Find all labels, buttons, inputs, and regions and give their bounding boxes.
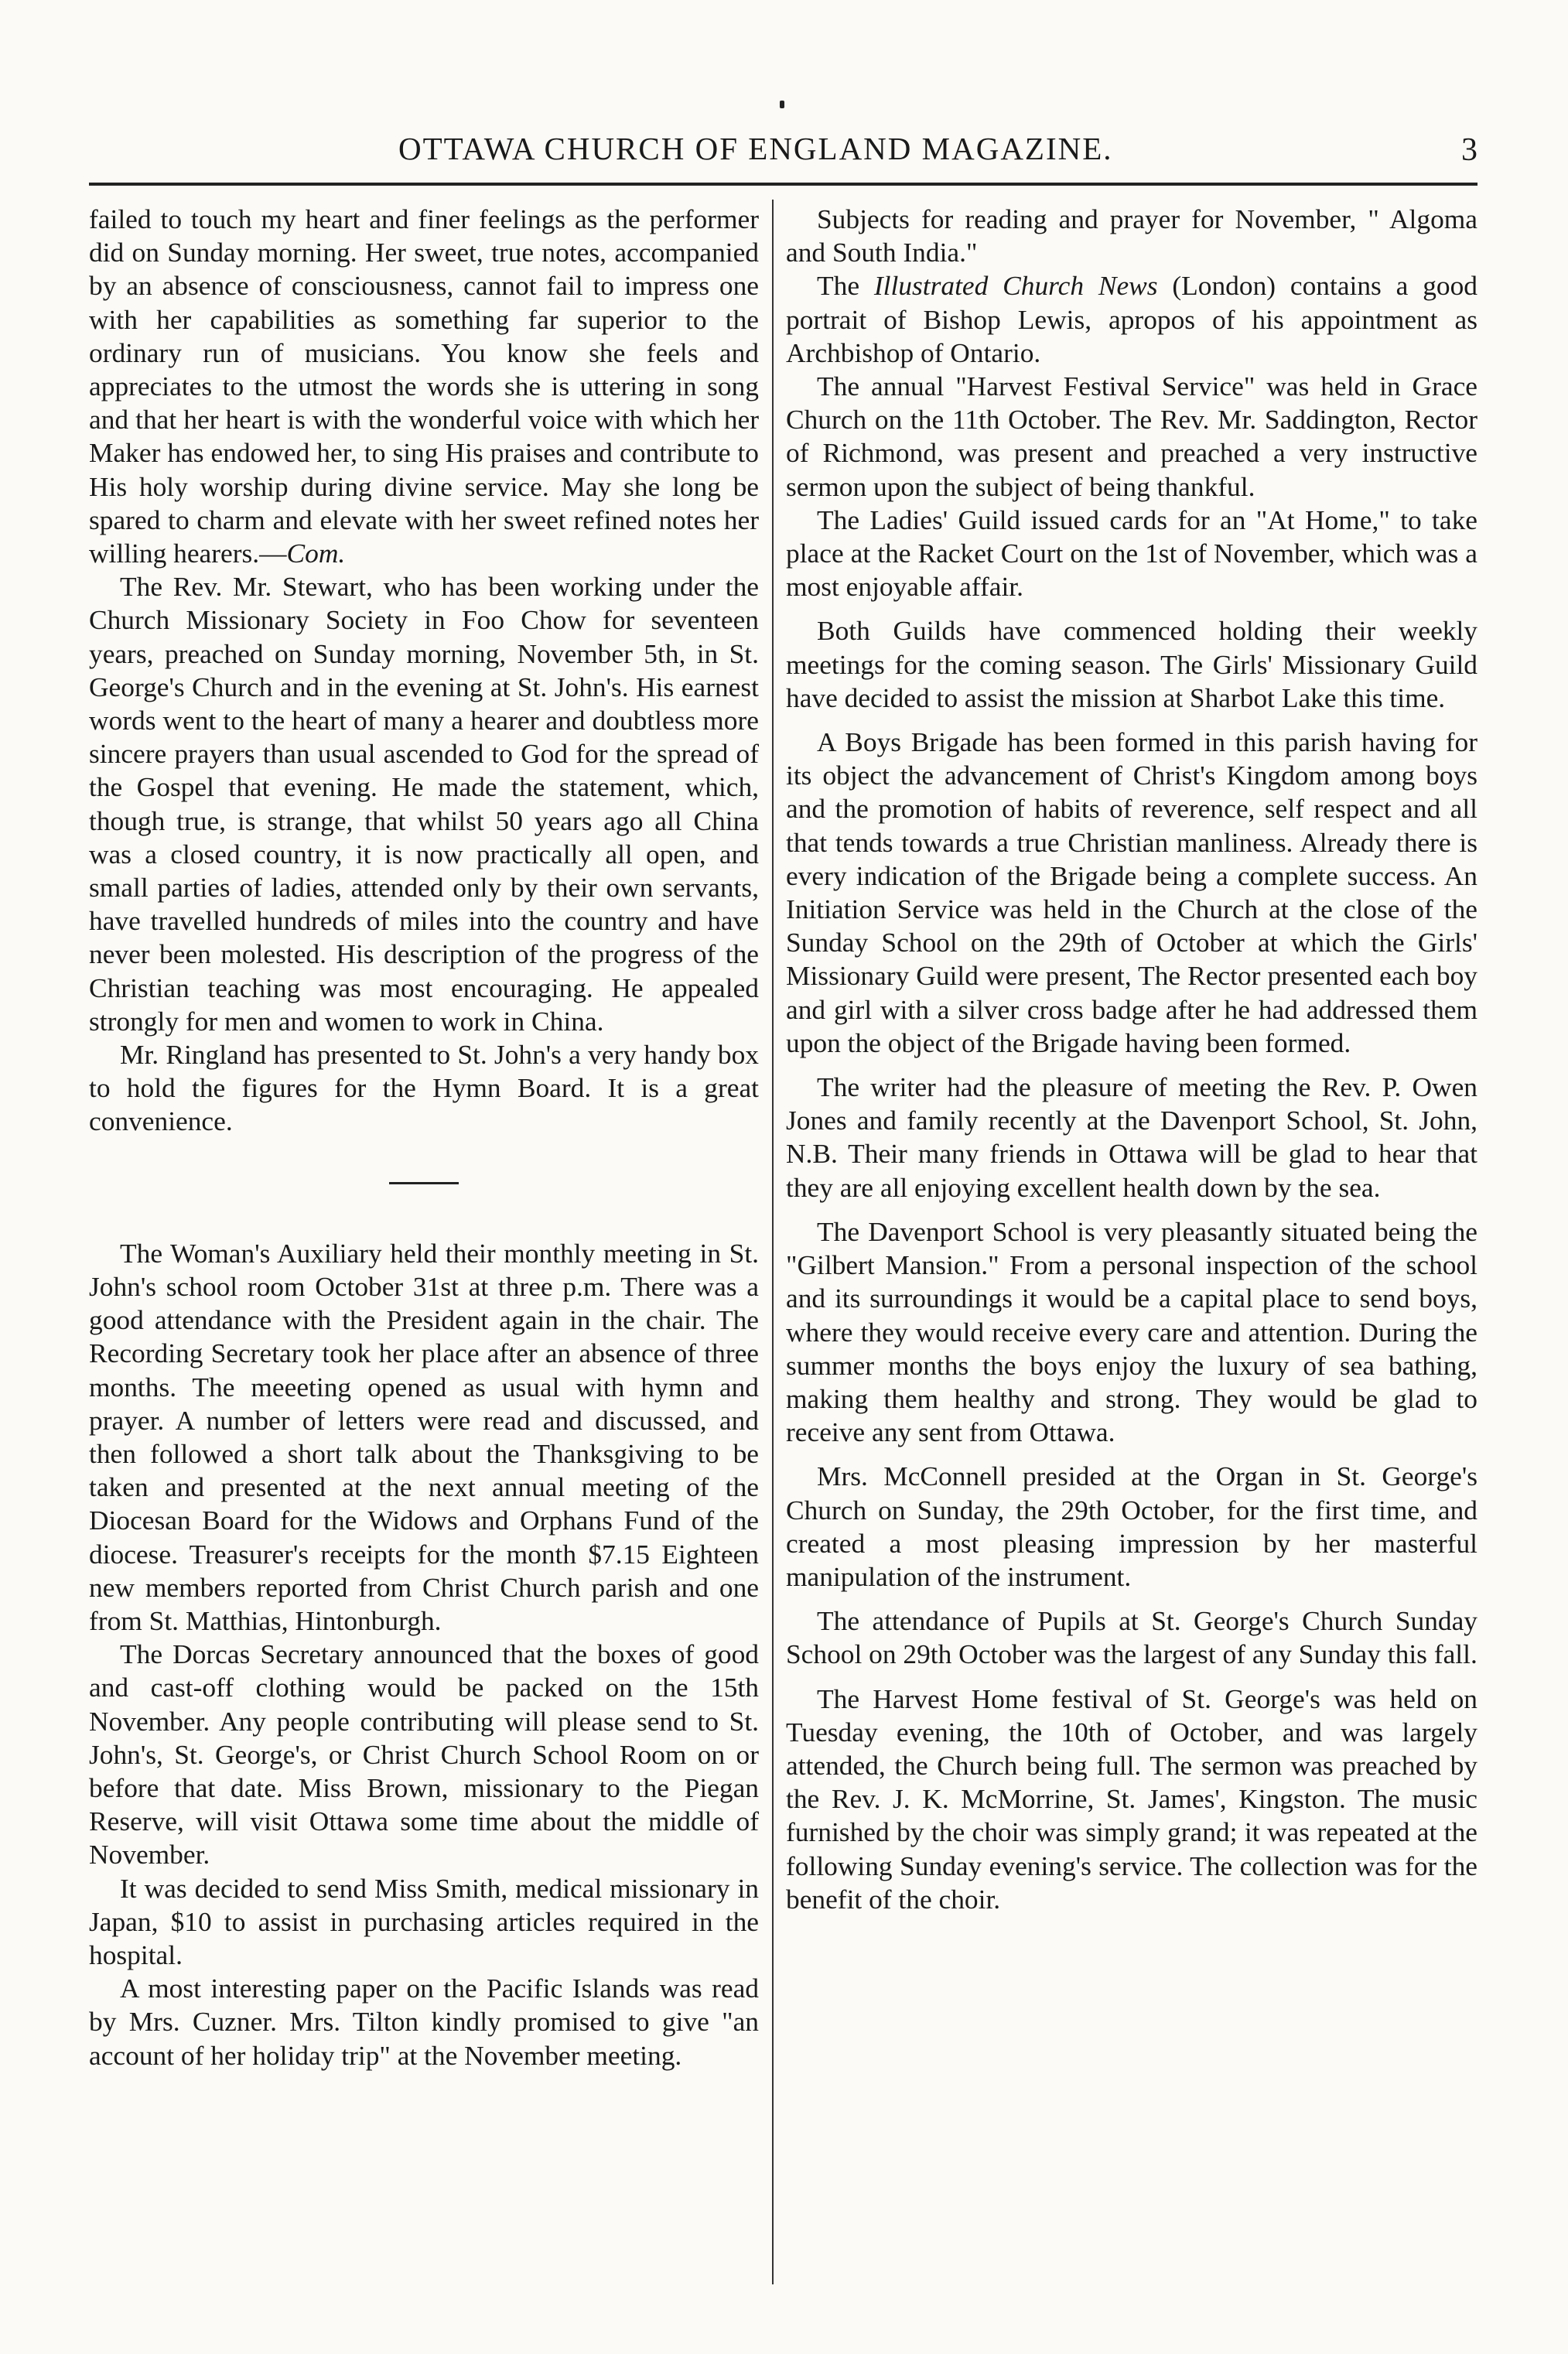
- article-paragraph: Both Guilds have commenced holding their weekly meetings for the coming season. The Girls' Missionary Guild have decided to assist the mission at Sharbot Lake this time.: [786, 615, 1477, 713]
- article-paragraph: The annual "Harvest Festival Service" was held in Grace Church on the 11th October. The Rev. Mr. Saddington, Rector of Richmond, was present and preached a very instructive sermon upon the subject of being thankful.: [786, 371, 1477, 502]
- article-paragraph: A most interesting paper on the Pacific Islands was read by Mrs. Cuzner. Mrs. Tilton kindly promised to give "an account of her holiday trip" at the November meeting.: [89, 1973, 759, 2071]
- article-paragraph: Mr. Ringland has presented to St. John's a very handy box to hold the figures for the Hymn Board. It is a great convenience.: [89, 1039, 759, 1137]
- column-divider: [772, 200, 774, 2284]
- print-speck: [780, 101, 784, 108]
- article-paragraph: The Rev. Mr. Stewart, who has been working under the Church Missionary Society in Foo Chow for seventeen years, preached on Sunday morning, November 5th, in St. George's Church and in the evening at St. John's. His earnest words went to the heart of many a hearer and doubtless more sincere prayers than usual ascended to God for the spread of the Gospel that evening. He made the statement, which, though true, is strange, that whilst 50 years ago all China was a closed country, it is now practically all open, and small parties of ladies, attended only by their own servants, have travelled hundreds of miles into the country and have never been molested. His description of the progress of the Christian teaching was most encouraging. He appealed strongly for men and women to work in China.: [89, 571, 759, 1037]
- article-paragraph: It was decided to send Miss Smith, medical missionary in Japan, $10 to assist in purchasing articles required in the hospital.: [89, 1872, 759, 1970]
- article-paragraph: The Harvest Home festival of St. George's was held on Tuesday evening, the 10th of October, and was largely attended, the Church being full. The sermon was preached by the Rev. J. K. McMorrine, St. James', Kingston. The music furnished by the choir was simply grand; it was repeated at the following Sunday evening's service. The collection was for the benefit of the choir.: [786, 1683, 1477, 1915]
- publication-title: Illustrated Church News: [873, 270, 1158, 302]
- right-column: [786, 203, 1477, 1916]
- article-paragraph: The Ladies' Guild issued cards for an "At Home," to take place at the Racket Court on the 1st of November, which was a most enjoyable affair.: [786, 504, 1477, 603]
- article-paragraph: failed to touch my heart and finer feelings as the performer did on Sunday morning. Her sweet, true notes, accompanied by an absence of consciousness, cannot fail to impress one with her capabilities as something far superior to the ordinary run of musicians. You know she feels and appreciates to the utmost the words she is uttering in song and that her heart is with the wonderful voice with which her Maker has endowed her, to sing His praises and contribute to His holy worship during divine service. May she long be spared to charm and elevate with her sweet refined notes her willing hearers.—Com.: [89, 203, 759, 569]
- section-divider: [389, 1182, 459, 1184]
- left-column: [89, 203, 759, 2072]
- article-paragraph: The attendance of Pupils at St. George's Church Sunday School on 29th October was the largest of any Sunday this fall.: [786, 1605, 1477, 1670]
- magazine-title: OTTAWA CHURCH OF ENGLAND MAGAZINE.: [398, 131, 1113, 166]
- article-paragraph: The writer had the pleasure of meeting the Rev. P. Owen Jones and family recently at the Davenport School, St. John, N.B. Their many friends in Ottawa will be glad to hear that they are all enjoying excellent health down by the sea.: [786, 1071, 1477, 1203]
- article-paragraph: The Dorcas Secretary announced that the boxes of good and cast-off clothing would be packed on the 15th November. Any people contributing will please send to St. John's, St. George's, or Christ Church School Room on or before that date. Miss Brown, missionary to the Piegan Reserve, will visit Ottawa some time about the middle of November.: [89, 1638, 759, 1871]
- signature: Com.: [286, 538, 346, 569]
- header-rule: [89, 183, 1477, 186]
- page-header: [89, 130, 1477, 176]
- article-paragraph: The Davenport School is very pleasantly situated being the "Gilbert Mansion." From a personal inspection of the school and its surroundings it would be a capital place to send boys, where they would receive every care and attention. During the summer months the boys enjoy the luxury of sea bathing, making them healthy and strong. They would be glad to receive any sent from Ottawa.: [786, 1215, 1477, 1448]
- article-paragraph: The Woman's Auxiliary held their monthly meeting in St. John's school room October 31st at three p.m. There was a good attendance with the President again in the chair. The Recording Secretary took her place after an absence of three months. The meeeting opened as usual with hymn and prayer. A number of letters were read and discussed, and then followed a short talk about the Thanksgiving to be taken and presented at the next annual meeting of the Diocesan Board for the Widows and Orphans Fund of the diocese. Treasurer's receipts for the month $7.15 Eighteen new members reported from Christ Church parish and one from St. Matthias, Hintonburgh.: [89, 1237, 759, 1636]
- article-paragraph: Mrs. McConnell presided at the Organ in St. George's Church on Sunday, the 29th October, for the first time, and created a most pleasing impression by her masterful manipulation of the instrument.: [786, 1461, 1477, 1592]
- article-paragraph: A Boys Brigade has been formed in this parish having for its object the advancement of Christ's Kingdom among boys and the promotion of habits of reverence, self respect and all that tends towards a true Christian manliness. Already there is every indication of the Brigade being a complete success. An Initiation Service was held in the Church at the close of the Sunday School on the 29th of October at which the Girls' Missionary Guild were present, The Rector presented each boy and girl with a silver cross badge after he had addressed them upon the object of the Brigade having been formed.: [786, 726, 1477, 1058]
- article-paragraph: The Illustrated Church News (London) contains a good portrait of Bishop Lewis, apropos of his appointment as Archbishop of Ontario.: [786, 270, 1477, 368]
- page-number: 3: [1461, 132, 1477, 168]
- article-paragraph: Subjects for reading and prayer for November, " Algoma and South India.": [786, 203, 1477, 268]
